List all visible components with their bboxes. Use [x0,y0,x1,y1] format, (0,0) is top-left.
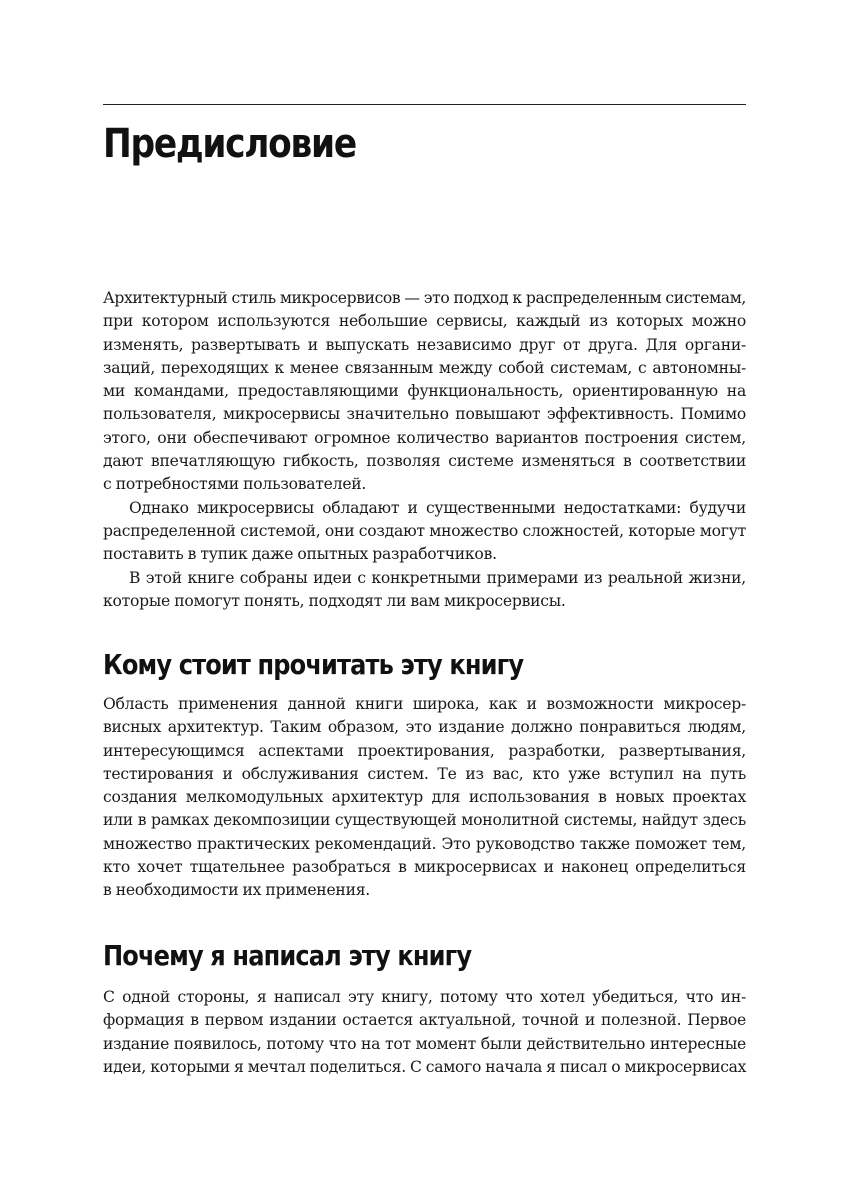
text-line: кто хочет тщательнее разобраться в микросервисах и наконец определиться [103,858,746,877]
intro-paragraph-2 [103,497,746,567]
text-line: множество практических рекомендаций. Это руководство также поможет тем, [103,834,746,853]
text-line: которые помогут понять, подходят ли вам микросервисы. [103,591,566,610]
text-line: идеи, которыми я мечтал поделиться. С самого начала я писал о микросервисах [103,1057,747,1076]
text-line: при котором используются небольшие сервисы, каждый из которых можно [103,312,746,331]
text-line: создания мелкомодульных архитектур для использования в новых проектах [103,788,746,807]
text-line: интересующимся аспектами проектирования, разработки, развертывания, [103,741,746,760]
section-heading-audience: Кому стоит прочитать эту книгу [103,648,524,681]
text-line: висных архитектур. Таким образом, это издание должно понравиться людям, [103,718,746,737]
intro-paragraph-3 [103,567,746,614]
text-line: заций, переходящих к менее связанным между собой системам, с автономны- [103,358,746,377]
text-line: поставить в тупик даже опытных разработчиков. [103,545,497,564]
why-paragraph [103,986,746,1079]
text-line: формация в первом издании остается актуальной, точной и полезной. Первое [103,1011,746,1030]
chapter-title: Предисловие [103,121,356,167]
text-line: или в рамках декомпозиции существующей монолитной системы, найдут здесь [103,811,746,830]
top-rule [103,104,746,105]
section-heading-why: Почему я написал эту книгу [103,939,472,972]
audience-paragraph [103,693,746,903]
text-line: Однако микросервисы обладают и существенными недостатками: будучи [129,498,746,517]
text-line: С одной стороны, я написал эту книгу, потому что хотел убедиться, что ин- [103,988,746,1006]
text-line: с потребностями пользователей. [103,475,367,494]
text-line: В этой книге собраны идеи с конкретными примерами из реальной жизни, [129,568,746,587]
text-line: распределенной системой, они создают множество сложностей, которые могут [103,521,746,540]
text-line: издание появилось, потому что на тот момент были действительно интересные [103,1034,746,1053]
text-line: дают впечатляющую гибкость, позволяя системе изменяться в соответствии [103,452,746,471]
text-line: Область применения данной книги широка, как и возможности микросер- [103,695,746,713]
intro-paragraph-1 [103,287,746,497]
text-line: ми командами, предоставляющими функциональность, ориентированную на [103,382,746,401]
text-line: Архитектурный стиль микросервисов — это подход к распределенным системам, [103,289,746,307]
text-line: изменять, развертывать и выпускать независимо друг от друга. Для органи- [103,335,746,354]
text-line: пользователя, микросервисы значительно повышают эффективность. Помимо [103,405,746,424]
text-line: этого, они обеспечивают огромное количество вариантов построения систем, [103,428,746,447]
text-line: в необходимости их применения. [103,881,371,900]
text-line: тестирования и обслуживания систем. Те из вас, кто уже вступил на путь [103,764,746,783]
